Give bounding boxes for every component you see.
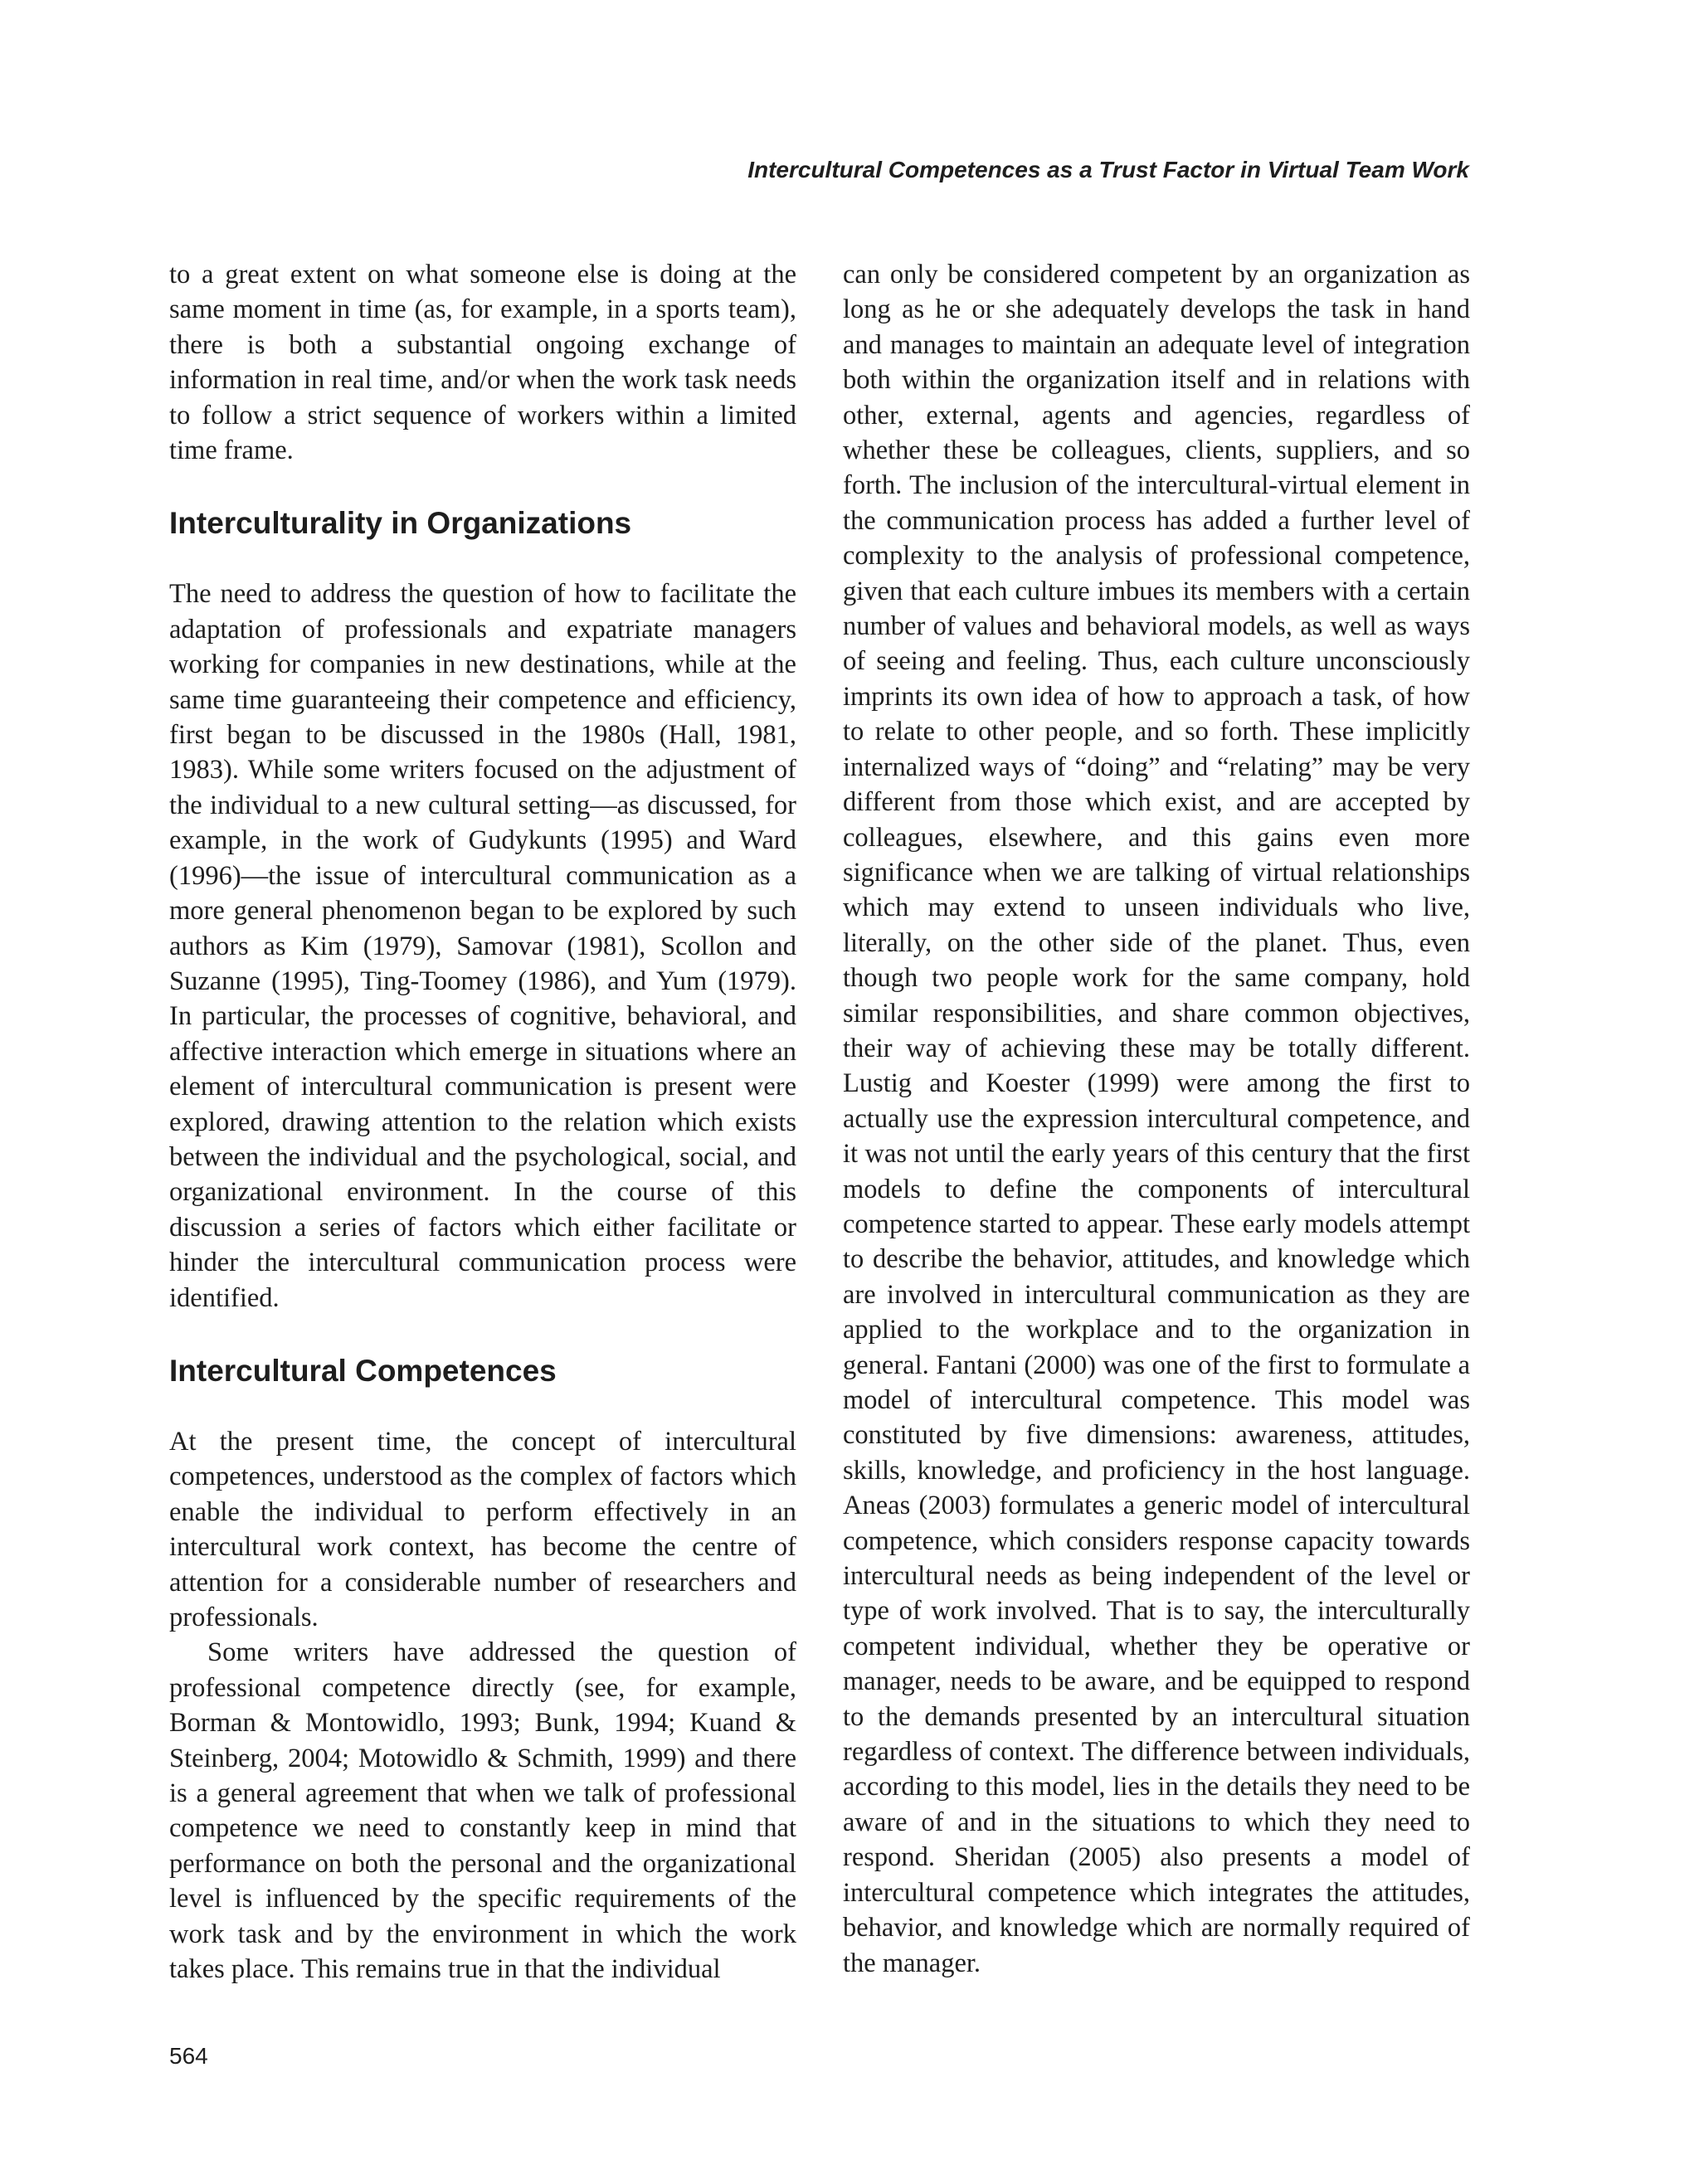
right-column <box>843 257 1470 1981</box>
section-heading: Interculturality in Organizations <box>169 506 632 541</box>
section-heading: Intercultural Competences <box>169 1353 557 1388</box>
body-paragraph: The need to address the question of how to facilitate the adaptation of professionals and expatriate managers working for companies in new destinations, while at the same time guaranteeing their competence and efficiency, first began to be discussed in the 1980s (Hall, 1981, 1983). While some writers focused on the adjustment of the individual to a new cultural setting—as discussed, for example, in the work of Gudykunts (1995) and Ward (1996)—the issue of intercultural communication as a more general phenomenon began to be explored by such authors as Kim (1979), Samovar (1981), Scollon and Suzanne (1995), Ting-Toomey (1986), and Yum (1979). In particular, the processes of cognitive, behavioral, and affective interaction which emerge in situations where an element of intercultural communication is present were explored, drawing attention to the relation which exists between the individual and the psychological, social, and organizational environment. In the course of this discussion a series of factors which either facilitate or hinder the intercultural communication process were identified. <box>169 579 796 1313</box>
page-number: 564 <box>169 2043 208 2069</box>
body-paragraph: to a great extent on what someone else is doing at the same moment in time (as, for example, in a sports team), there is both a substantial ongoing exchange of information in real time, and/or when the work task needs to follow a strict sequence of workers within a limited time frame. <box>169 260 796 466</box>
running-header: Intercultural Competences as a Trust Factor in Virtual Team Work <box>747 157 1469 182</box>
left-column <box>169 257 796 1987</box>
body-paragraph: can only be considered competent by an organization as long as he or she adequately develops the task in hand and manages to maintain an adequate level of integration both within the organization itself and in relations with other, external, agents and agencies, regardless of whether these be colleagues, clients, suppliers, and so forth. The inclusion of the intercultural-virtual element in the communication process has added a further level of complexity to the analysis of professional competence, given that each culture imbues its members with a certain number of values and behavioral models, as well as ways of seeing and feeling. Thus, each culture unconsciously imprints its own idea of how to approach a task, of how to relate to other people, and so forth. These implicitly internalized ways of “doing” and “relating” may be very different from those which exist, and are accepted by colleagues, elsewhere, and this gains even more significance when we are talking of virtual relationships which may extend to unseen individuals who live, literally, on the other side of the planet. Thus, even though two people work for the same company, hold similar responsibilities, and share common objectives, their way of achieving these may be totally different. Lustig and Koester (1999) were among the first to actually use the expression intercultural competence, and it was not until the early years of this century that the first models to define the components of intercultural competence started to appear. These early models attempt to describe the behavior, attitudes, and knowledge which are involved in intercultural communication as they are applied to the workplace and to the organization in general. Fantani (2000) was one of the first to formulate a model of intercultural competence. This model was constituted by five dimensions: awareness, attitudes, skills, knowledge, and proficiency in the host language. Aneas (2003) formulates a generic model of intercultural competence, which considers response capacity towards intercultural needs as being independent of the level or type of work involved. That is to say, the interculturally competent individual, whether they be operative or manager, needs to be aware, and be equipped to respond to the demands presented by an intercultural situation regardless of context. The difference between individuals, according to this model, lies in the details they need to be aware of and in the situations to which they need to respond. Sheridan (2005) also presents a model of intercultural competence which integrates the attitudes, behavior, and knowledge which are normally required of the manager. <box>843 260 1470 1978</box>
body-paragraph: Some writers have addressed the question of professional competence directly (see, for example, Borman & Montowidlo, 1993; Bunk, 1994; Kuand & Steinberg, 2004; Motowidlo & Schmith, 1999) and there is a general agreement that when we talk of professional competence we need to constantly keep in mind that performance on both the personal and the organizational level is influenced by the specific requirements of the work task and by the environment in which the work takes place. This remains true in that the individual <box>169 1637 796 1985</box>
body-paragraph: At the present time, the concept of intercultural competences, understood as the complex of factors which enable the individual to perform effectively in an intercultural work context, has become the centre of attention for a considerable number of researchers and professionals. <box>169 1426 796 1632</box>
